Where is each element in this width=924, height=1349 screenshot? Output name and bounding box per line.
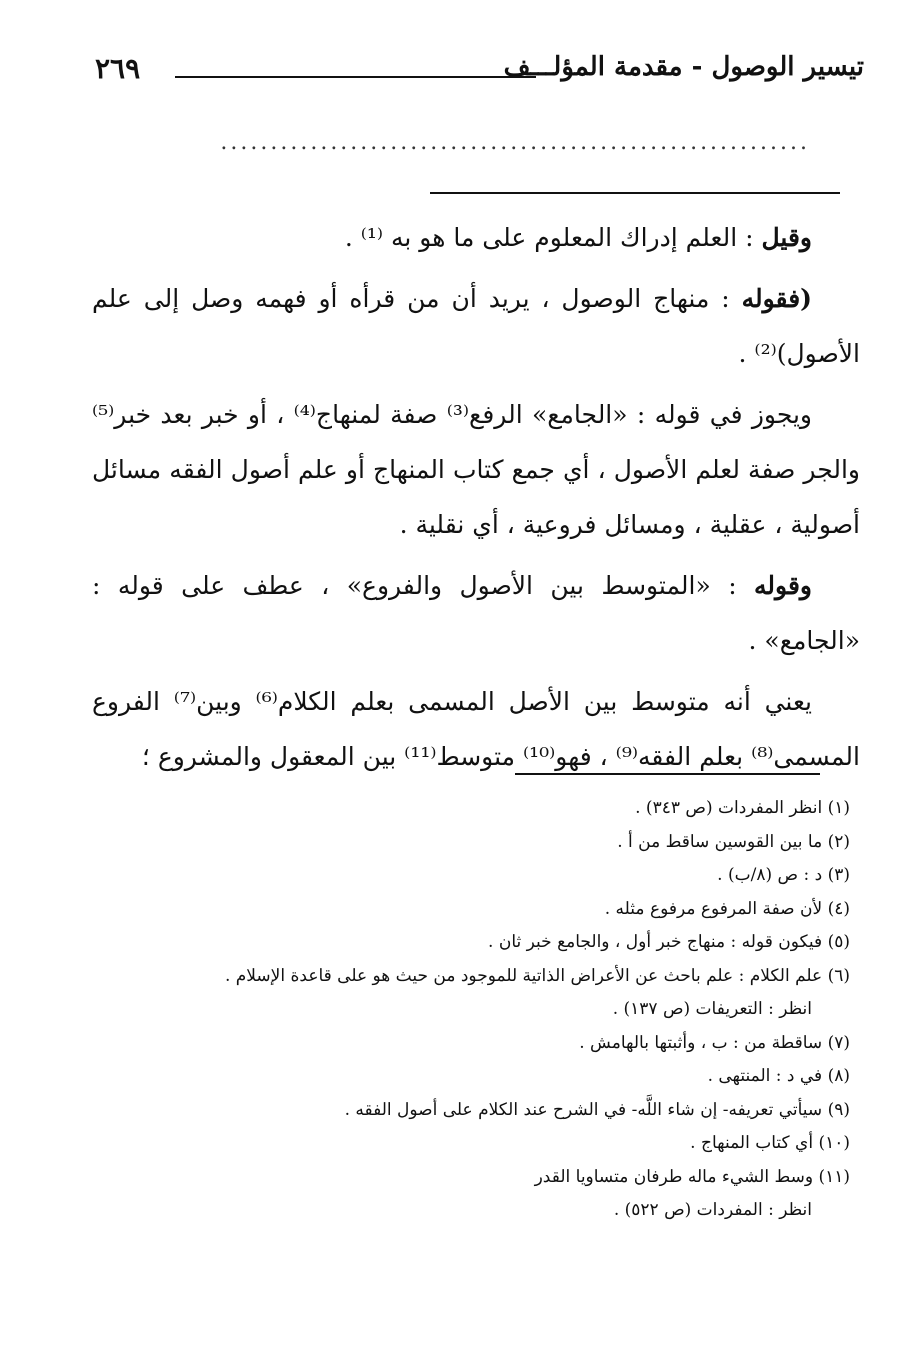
paragraph-2: [92, 271, 860, 381]
paragraph-text: ويجوز في قوله : «الجامع» الرفع⁽³⁾ صفة لمنهاج⁽⁴⁾ ، أو خبر بعد خبر⁽⁵⁾ والجر صفة لعلم الأصول ، أي جمع كتاب المنهاج أو علم أصول الفقه مسائل أصولية ، عقلية ، ومسائل فروعية ، أي نقلية .: [92, 400, 860, 539]
paragraph-4: [92, 558, 860, 668]
header-rule: [175, 76, 536, 78]
paragraph-1: [92, 210, 860, 265]
footnote: (١٠) أي كتاب المنهاج .: [690, 1133, 850, 1153]
footnote: (٣) د : ص (٨/ب) .: [717, 865, 850, 885]
footnote-rule: [515, 773, 820, 775]
footnote: (١) انظر المفردات (ص ٣٤٣) .: [635, 798, 850, 818]
footnote-continuation: انظر : المفردات (ص ٥٢٢) .: [613, 1200, 812, 1220]
paragraph-text: : العلم إدراك المعلوم على ما هو به ⁽¹⁾ .: [344, 223, 762, 252]
lead-word: (فقوله: [741, 284, 812, 313]
footnote: (٧) ساقطة من : ب ، وأثبتها بالهامش .: [579, 1032, 850, 1053]
footnote: (٦) علم الكلام : علم باحث عن الأعراض الذاتية للموجود من حيث هو على قاعدة الإسلام .: [224, 965, 850, 986]
footnote: (٩) سيأتي تعريفه- إن شاء اللَّه- في الشرح عند الكلام على أصول الفقه .: [344, 1099, 850, 1120]
footnote: (٤) لأن صفة المرفوع مرفوع مثله .: [604, 898, 850, 919]
paragraph-text: : منهاج الوصول ، يريد أن من قرأه أو فهمه وصل إلى علم الأصول)⁽²⁾ .: [92, 284, 860, 368]
paragraph-text: يعني أنه متوسط بين الأصل المسمى بعلم الكلام⁽⁶⁾ وبين⁽⁷⁾ الفروع المسمى⁽⁸⁾ بعلم الفقه⁽⁹⁾ ، فهو⁽¹⁰⁾ متوسط⁽¹¹⁾ بين المعقول والمشروع ؛: [92, 687, 860, 771]
section-rule: [430, 192, 840, 194]
page-number: ٢٦٩: [95, 52, 141, 85]
lead-word: وقيل: [761, 223, 812, 252]
running-header: [95, 52, 864, 98]
footnote: (٢) ما بين القوسين ساقط من أ .: [617, 831, 850, 852]
paragraph-text: : «المتوسط بين الأصول والفروع» ، عطف على قوله : «الجامع» .: [92, 571, 860, 655]
dotted-separator: ...........................................................: [220, 130, 810, 155]
running-title: تيسير الوصول - مقدمة المؤلـــف: [503, 52, 864, 82]
paragraph-5: [92, 674, 860, 784]
footnote-continuation: انظر : التعريفات (ص ١٣٧) .: [612, 999, 812, 1019]
paragraph-3: [92, 387, 860, 552]
footnotes: [100, 792, 850, 1228]
footnote: (١١) وسط الشيء ماله طرفان متساويا القدر: [534, 1166, 850, 1187]
main-text: [92, 210, 860, 790]
lead-word: وقوله: [754, 571, 812, 600]
footnote: (٨) في د : المنتهى .: [707, 1066, 850, 1086]
footnote: (٥) فيكون قوله : منهاج خبر أول ، والجامع خبر ثان .: [488, 932, 850, 952]
